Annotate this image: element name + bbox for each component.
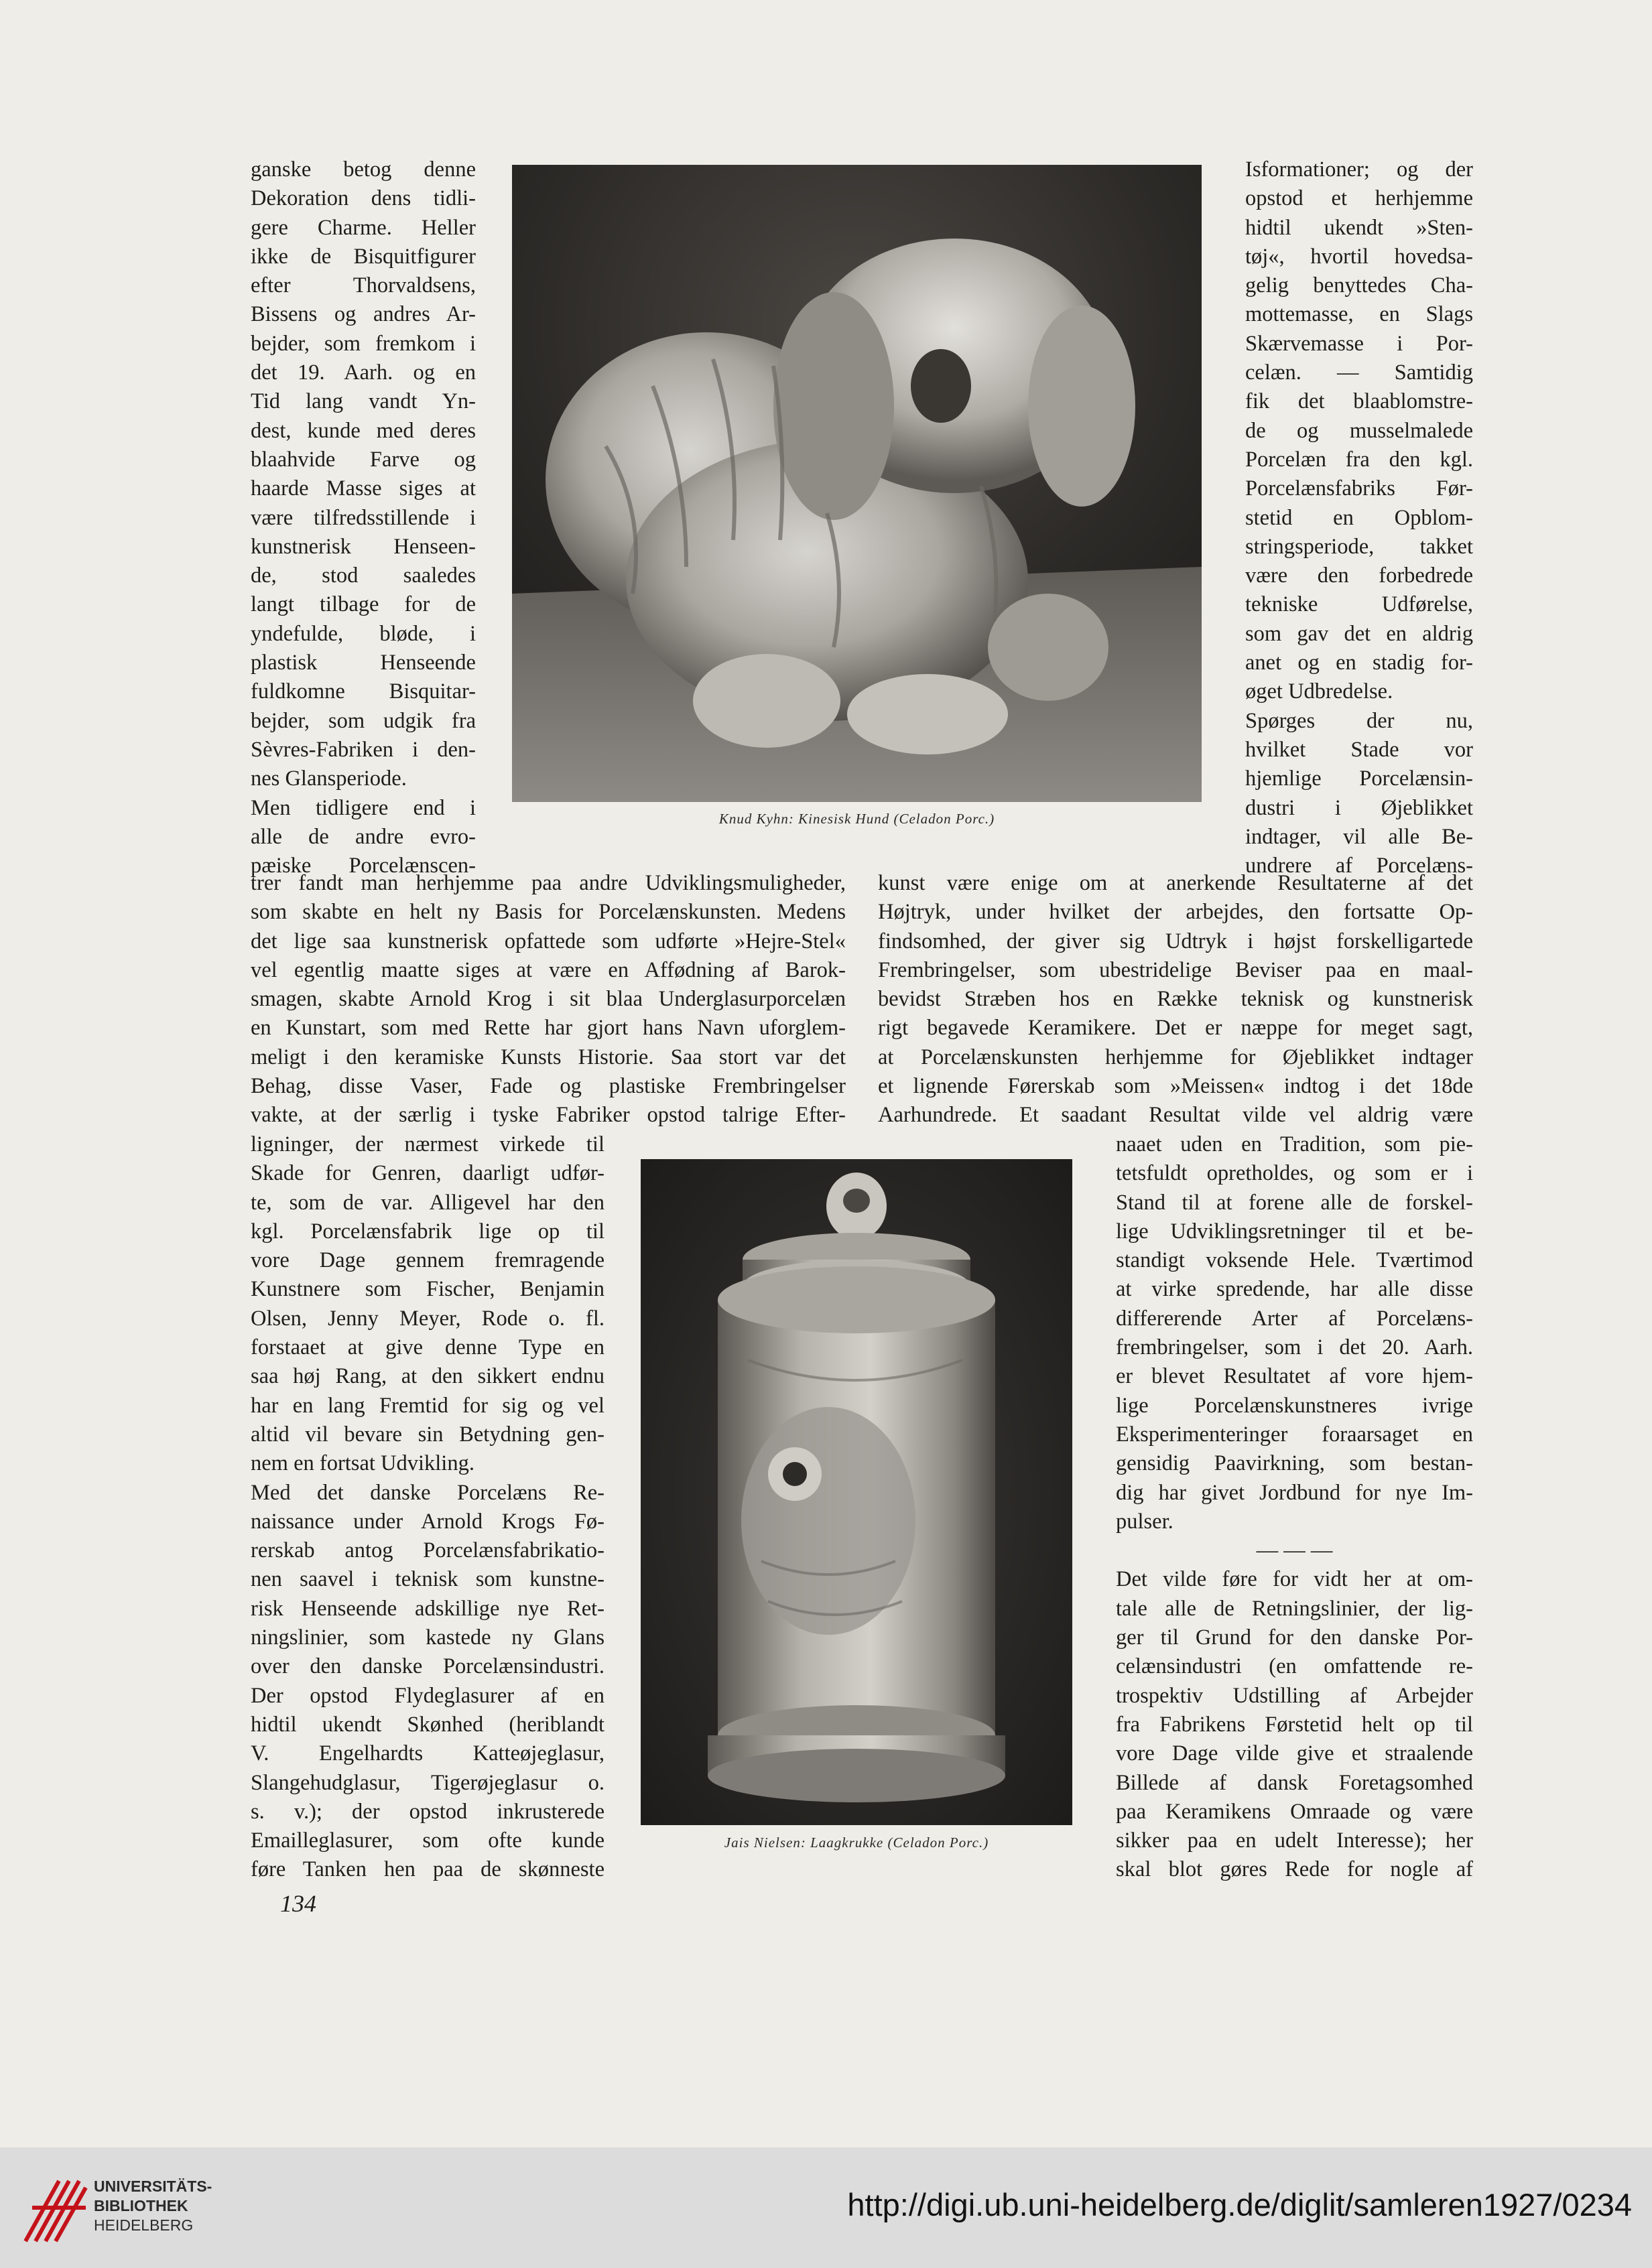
page-number: 134 — [280, 1890, 316, 1917]
text-line: skal blot gøres Rede for nogle af — [1116, 1857, 1473, 1882]
photo-laagkrukke — [641, 1159, 1072, 1825]
text-line: det lige saa kunstnerisk opfattede som udførte »Hejre-Stel« — [251, 929, 846, 953]
text-line: at virke spredende, har alle disse — [1116, 1277, 1473, 1302]
text-line: være tilfredsstillende i — [251, 505, 476, 530]
text-line: hidtil ukendt »Sten- — [1245, 215, 1473, 240]
text-line: stetid en Opblom- — [1245, 505, 1473, 530]
text-line: over den danske Porcelænsindustri. — [251, 1654, 605, 1679]
text-line: bejder, som fremkom i — [251, 331, 476, 356]
text-line: smagen, skabte Arnold Krog i sit blaa Underglasurporcelæn — [251, 987, 846, 1012]
text-line: langt tilbage for de — [251, 592, 476, 617]
text-line: naaet uden en Tradition, som pie- — [1116, 1132, 1473, 1156]
jar-image — [641, 1159, 1072, 1825]
library-name — [94, 2177, 212, 2235]
text-line: indtager, vil alle Be- — [1245, 824, 1473, 849]
text-line: paa Keramikens Omraade og være — [1116, 1799, 1473, 1824]
text-line: Skade for Genren, daarligt udfør- — [251, 1161, 605, 1186]
text-line: Dekoration dens tidli- — [251, 186, 476, 211]
library-name-line1: UNIVERSITÄTS- — [94, 2178, 212, 2195]
text-line: gelig benyttedes Cha- — [1245, 273, 1473, 298]
library-footer — [0, 2147, 1652, 2268]
text-line: plastisk Henseende — [251, 651, 476, 675]
text-line: hvilket Stade vor — [1245, 737, 1473, 762]
text-line: nem en fortsat Udvikling. — [251, 1451, 474, 1476]
text-line: Slangehudglasur, Tigerøjeglasur o. — [251, 1770, 605, 1795]
text-line: Skærvemasse i Por- — [1245, 331, 1473, 356]
text-line: vel egentlig maatte siges at være en Affødning af Barok- — [251, 957, 846, 982]
text-line: sikker paa en udelt Interesse); her — [1116, 1828, 1473, 1853]
right-top-column — [1245, 155, 1473, 880]
text-line: Porcelænsfabriks Før- — [1245, 476, 1473, 501]
text-line: tøj«, hvortil hovedsa- — [1245, 244, 1473, 269]
text-line: vore Dage vilde give et straalende — [1116, 1741, 1473, 1766]
text-line: kgl. Porcelænsfabrik lige op til — [251, 1219, 605, 1244]
text-line: pulser. — [1116, 1509, 1173, 1534]
text-line: forstaaet at give denne Type en — [251, 1335, 605, 1360]
text-line: undrere af Porcelæns- — [1245, 854, 1473, 878]
text-line: Men tidligere end i — [251, 795, 476, 820]
text-line: efter Thorvaldsens, — [251, 273, 476, 298]
text-line: tekniske Udførelse, — [1245, 592, 1473, 617]
text-line: dig har givet Jordbund for nye Im- — [1116, 1480, 1473, 1505]
text-line: Bissens og andres Ar- — [251, 302, 476, 327]
text-line: naissance under Arnold Krogs Fø- — [251, 1509, 605, 1534]
text-line: opstod et herhjemme — [1245, 186, 1473, 211]
text-line: bevidst Stræben hos en Række teknisk og kunstnerisk — [878, 987, 1473, 1012]
text-line: vakte, at der særlig i tyske Fabriker opstod talrige Efter- — [251, 1103, 846, 1128]
left-bottom-column — [251, 1130, 605, 1885]
text-line: ningslinier, som kastede ny Glans — [251, 1625, 605, 1650]
text-line: som skabte en helt ny Basis for Porcelænskunsten. Medens — [251, 900, 846, 925]
text-line: Isformationer; og der — [1245, 157, 1473, 182]
text-line: Emailleglasurer, som ofte kunde — [251, 1828, 605, 1853]
text-line: — — — — [1256, 1538, 1333, 1563]
text-line: findsomhed, der giver sig Udtryk i højst forskelligartede — [878, 929, 1473, 953]
text-line: Spørges der nu, — [1245, 708, 1473, 733]
text-line: Behag, disse Vaser, Fade og plastiske Frembringelser — [251, 1074, 846, 1099]
right-bottom-column — [1116, 1130, 1473, 1885]
text-line: Der opstod Flydeglasurer af en — [251, 1683, 605, 1708]
text-line: frembringelser, som i det 20. Aarh. — [1116, 1335, 1473, 1360]
text-line: V. Engelhardts Katteøjeglasur, — [251, 1741, 605, 1766]
text-line: gere Charme. Heller — [251, 215, 476, 240]
text-line: Billede af dansk Foretagsomhed — [1116, 1770, 1473, 1795]
text-line: differerende Arter af Porcelæns- — [1116, 1306, 1473, 1331]
text-line: standigt voksende Hele. Tværtimod — [1116, 1248, 1473, 1273]
text-line: yndefulde, bløde, i — [251, 621, 476, 646]
text-line: hjemlige Porcelænsin- — [1245, 766, 1473, 791]
text-line: Det vilde føre for vidt her at om- — [1116, 1567, 1473, 1592]
text-line: mottemasse, en Slags — [1245, 302, 1473, 327]
library-name-line3: HEIDELBERG — [94, 2216, 194, 2234]
text-line: Stand til at forene alle de forskel- — [1116, 1190, 1473, 1215]
text-line: øget Udbredelse. — [1245, 679, 1393, 704]
library-name-line2: BIBLIOTHEK — [94, 2197, 188, 2214]
text-line: ligninger, der nærmest virkede til — [251, 1132, 605, 1156]
text-line: blaahvide Farve og — [251, 447, 476, 472]
text-line: Tid lang vandt Yn- — [251, 389, 476, 414]
text-line: te, som de var. Alligevel har den — [251, 1190, 605, 1215]
text-line: de, stod saaledes — [251, 563, 476, 588]
university-library-logo-icon — [19, 2167, 92, 2248]
left-middle-column — [251, 869, 846, 1130]
text-line: haarde Masse siges at — [251, 476, 476, 501]
text-line: føre Tanken hen paa de skønneste — [251, 1857, 605, 1882]
text-line: tetsfuldt opretholdes, og som er i — [1116, 1161, 1473, 1186]
text-line: celænsindustri (en omfattende re- — [1116, 1654, 1473, 1679]
text-line: pæiske Porcelænscen- — [251, 854, 476, 878]
text-line: de og musselmalede — [1245, 418, 1473, 443]
text-line: anet og en stadig for- — [1245, 651, 1473, 675]
text-line: nen saavel i teknisk som kunstne- — [251, 1567, 605, 1592]
dog-figurine-image — [512, 165, 1202, 802]
text-line: gensidig Paavirkning, som bestan- — [1116, 1451, 1473, 1476]
text-line: trer fandt man herhjemme paa andre Udviklingsmuligheder, — [251, 871, 846, 895]
caption-dog: Knud Kyhn: Kinesisk Hund (Celadon Porc.) — [718, 811, 995, 827]
text-line: det 19. Aarh. og en — [251, 360, 476, 385]
text-line: lige Porcelænskunstneres ivrige — [1116, 1393, 1473, 1418]
text-line: altid vil bevare sin Betydning gen- — [251, 1422, 605, 1447]
text-line: Frembringelser, som ubestridelige Beviser paa en maal- — [878, 957, 1473, 982]
text-line: være den forbedrede — [1245, 563, 1473, 588]
photo-kinesisk-hund — [512, 165, 1202, 802]
text-line: Med det danske Porcelæns Re- — [251, 1480, 605, 1505]
text-line: hidtil ukendt Skønhed (heriblandt — [251, 1712, 605, 1737]
text-line: Kunstnere som Fischer, Benjamin — [251, 1277, 605, 1302]
text-line: ganske betog denne — [251, 157, 476, 182]
text-line: en Kunstart, som med Rette har gjort hans Navn uforglem- — [251, 1016, 846, 1041]
text-line: Højtryk, under hvilket der arbejdes, den fortsatte Op- — [878, 900, 1473, 925]
text-line: alle de andre evro- — [251, 824, 476, 849]
text-line: kunstnerisk Henseen- — [251, 534, 476, 559]
text-line: tale alle de Retningslinier, der lig- — [1116, 1596, 1473, 1621]
text-line: kunst være enige om at anerkende Resultaterne af det — [878, 871, 1473, 895]
text-line: dustri i Øjeblikket — [1245, 795, 1473, 820]
text-line: at Porcelænskunsten herhjemme for Øjeblikket indtager — [878, 1045, 1473, 1069]
text-line: et lignende Førerskab som »Meissen« indtog i det 18de — [878, 1074, 1473, 1099]
text-line: Porcelæn fra den kgl. — [1245, 447, 1473, 472]
text-line: rigt begavede Keramikere. Det er næppe for meget sagt, — [878, 1016, 1473, 1041]
text-line: har en lang Fremtid for sig og vel — [251, 1393, 605, 1418]
text-line: dest, kunde med deres — [251, 418, 476, 443]
text-line: celæn. — Samtidig — [1245, 360, 1473, 385]
text-line: fra Fabrikens Førstetid helt op til — [1116, 1712, 1473, 1737]
text-line: trospektiv Udstilling af Arbejder — [1116, 1683, 1473, 1708]
caption-jar: Jais Nielsen: Laagkrukke (Celadon Porc.) — [724, 1835, 989, 1851]
text-line: fuldkomne Bisquitar- — [251, 679, 476, 704]
text-line: vore Dage gennem fremragende — [251, 1248, 605, 1273]
text-line: Aarhundrede. Et saadant Resultat vilde vel aldrig være — [878, 1103, 1473, 1128]
text-line: Eksperimenteringer foraarsaget en — [1116, 1422, 1473, 1447]
text-line: rerskab antog Porcelænsfabrikatio- — [251, 1538, 605, 1563]
text-line: bejder, som udgik fra — [251, 708, 476, 733]
text-line: ikke de Bisquitfigurer — [251, 244, 476, 269]
text-line: s. v.); der opstod inkrusterede — [251, 1799, 605, 1824]
right-middle-column — [878, 869, 1473, 1130]
text-line: stringsperiode, takket — [1245, 534, 1473, 559]
text-line: er blevet Resultatet af vore hjem- — [1116, 1364, 1473, 1389]
source-url-link[interactable]: http://digi.ub.uni-heidelberg.de/diglit/samleren1927/0234 — [847, 2187, 1632, 2222]
text-line: saa høj Rang, at den sikkert endnu — [251, 1364, 605, 1389]
text-line: Olsen, Jenny Meyer, Rode o. fl. — [251, 1306, 605, 1331]
text-line: nes Glansperiode. — [251, 766, 407, 791]
text-line: risk Henseende adskillige nye Ret- — [251, 1596, 605, 1621]
text-line: lige Udviklingsretninger til et be- — [1116, 1219, 1473, 1244]
text-line: fik det blaablomstre- — [1245, 389, 1473, 414]
left-top-column — [251, 155, 476, 880]
text-line: som gav det en aldrig — [1245, 621, 1473, 646]
text-line: ger til Grund for den danske Por- — [1116, 1625, 1473, 1650]
text-line: meligt i den keramiske Kunsts Historie. Saa stort var det — [251, 1045, 846, 1069]
text-line: Sèvres-Fabriken i den- — [251, 737, 476, 762]
